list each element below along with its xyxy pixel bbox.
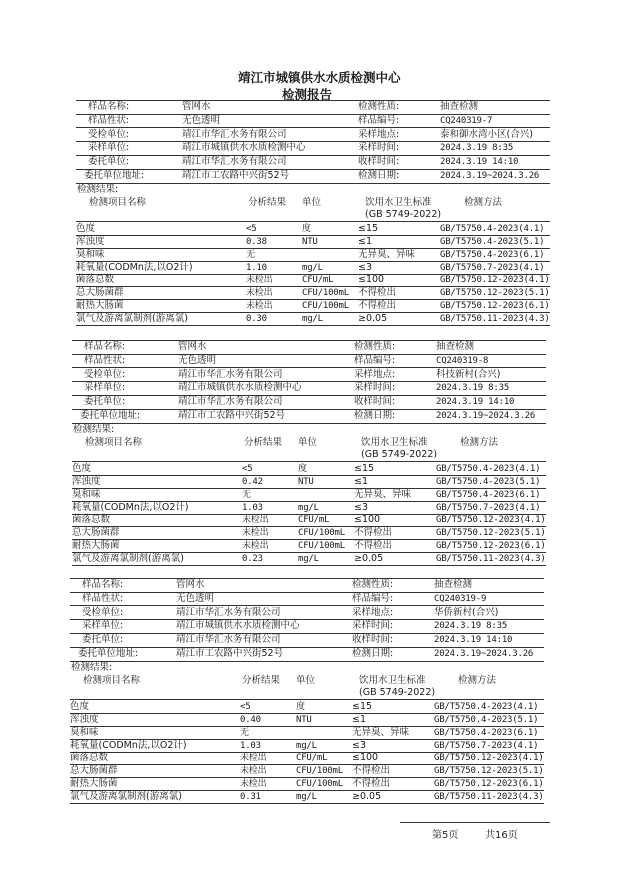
item-name: 浑浊度 [76, 235, 105, 247]
unit-value: NTU [302, 236, 318, 247]
result-value: 未检出 [246, 288, 273, 299]
item-name: 菌落总数 [72, 514, 111, 526]
sample-state-label: 样品性状: [84, 354, 126, 366]
method-value: GB/T5750.4-2023(6.1) [436, 489, 541, 500]
client-address-value: 靖江市工农路中兴街52号 [182, 170, 290, 181]
test-date-value: 2024.3.19~2024.3.26 [434, 649, 534, 659]
item-name: 耗氧量(CODMn法,以O2计) [72, 501, 189, 513]
test-nature-label: 检测性质: [352, 579, 394, 590]
item-name: 菌落总数 [76, 274, 115, 286]
footer-rule [400, 822, 550, 823]
sampling-time-label: 采样时间: [354, 382, 396, 394]
result-value: 未检出 [242, 515, 269, 526]
standard-value: ≤15 [352, 700, 373, 712]
method-value: GB/T5750.11-2023(4.3) [434, 792, 544, 803]
col-standard-header: 饮用水卫生标准 [365, 196, 432, 208]
unit-value: mg/L [298, 502, 319, 513]
test-nature-value: 抽查检测 [436, 341, 475, 352]
item-name: 耗氧量(CODMn法,以O2计) [76, 261, 193, 273]
meta-row-rule [72, 423, 546, 424]
result-value: 未检出 [246, 275, 273, 286]
col-unit-header: 单位 [296, 674, 316, 686]
client-value: 靖江市华汇水务有限公司 [176, 634, 281, 646]
item-name: 浑浊度 [70, 713, 99, 725]
unit-value: 度 [298, 463, 307, 474]
client-address-label: 委托单位地址: [78, 648, 139, 659]
result-value: 1.03 [240, 740, 261, 751]
sample-name-label: 样品名称: [84, 341, 126, 352]
item-name: 总大肠菌群 [76, 287, 124, 299]
sample-state-label: 样品性状: [88, 114, 130, 126]
sample-name-value: 管网水 [176, 579, 205, 590]
col-result-header: 分析结果 [248, 196, 287, 208]
item-name: 色度 [70, 700, 90, 712]
row-rule [70, 803, 544, 804]
result-value: 0.40 [240, 714, 261, 725]
sampling-unit-value: 靖江市城镇供水水质检测中心 [182, 142, 306, 154]
col-standard-header: 饮用水卫生标准 [361, 436, 428, 448]
result-value: <5 [242, 463, 253, 474]
col-unit-header: 单位 [302, 196, 322, 208]
col-standard-sub-header: (GB 5749-2022) [361, 448, 438, 460]
item-name: 臭和味 [70, 726, 99, 738]
method-value: GB/T5750.12-2023(5.1) [434, 766, 544, 777]
test-nature-value: 抽查检测 [434, 579, 473, 590]
result-value: 无 [246, 249, 255, 260]
col-item-header: 检测项目名称 [85, 436, 143, 448]
sampling-time-label: 采样时间: [352, 620, 394, 632]
entrusted-unit-value: 靖江市华汇水务有限公司 [182, 128, 287, 140]
method-value: GB/T5750.12-2023(5.1) [440, 288, 550, 299]
method-value: GB/T5750.4-2023(4.1) [440, 223, 545, 234]
receive-time-label: 收样时间: [358, 156, 400, 168]
client-value: 靖江市华汇水务有限公司 [178, 396, 283, 408]
col-result-header: 分析结果 [242, 674, 281, 686]
standard-value: ≤1 [354, 475, 369, 487]
sample-no-label: 样品编号: [358, 114, 400, 126]
receive-time-value: 2024.3.19 14:10 [434, 635, 513, 646]
client-address-label: 委托单位地址: [84, 170, 145, 181]
standard-value: 不得检出 [352, 778, 391, 790]
test-date-label: 检测日期: [354, 410, 396, 421]
sample-no-label: 样品编号: [354, 354, 396, 366]
test-nature-value: 抽查检测 [440, 101, 479, 112]
unit-value: CFU/100mL [296, 779, 343, 790]
item-name: 色度 [72, 462, 92, 474]
sample-name-label: 样品名称: [88, 101, 130, 112]
col-result-header: 分析结果 [244, 436, 283, 448]
method-value: GB/T5750.12-2023(6.1) [440, 301, 550, 312]
method-value: GB/T5750.11-2023(4.3) [440, 314, 550, 325]
unit-value: CFU/mL [298, 515, 330, 526]
method-value: GB/T5750.4-2023(5.1) [436, 476, 541, 487]
table-header-rule [72, 461, 546, 462]
col-unit-header: 单位 [298, 436, 318, 448]
result-value: <5 [246, 223, 257, 234]
page-total: 共16页 [485, 830, 518, 841]
method-value: GB/T5750.12-2023(4.1) [434, 753, 544, 764]
test-date-label: 检测日期: [358, 170, 400, 181]
result-value: 未检出 [242, 528, 269, 539]
receive-time-label: 收样时间: [354, 396, 396, 408]
method-value: GB/T5750.7-2023(4.1) [440, 262, 545, 273]
sampling-time-value: 2024.3.19 8:35 [440, 143, 514, 154]
standard-value: ≤100 [354, 514, 381, 526]
method-value: GB/T5750.7-2023(4.1) [436, 502, 541, 513]
standard-value: 无异臭、异味 [354, 488, 412, 500]
org-title: 靖江市城镇供水水质检测中心 [238, 70, 401, 85]
test-nature-label: 检测性质: [354, 341, 396, 352]
standard-value: ≤15 [358, 222, 379, 234]
method-value: GB/T5750.12-2023(6.1) [436, 541, 546, 552]
unit-value: CFU/100mL [302, 301, 349, 312]
sample-name-value: 管网水 [178, 341, 207, 352]
sampling-site-value: 泰和御水湾小区(合兴) [440, 128, 533, 140]
results-heading: 检测结果: [71, 661, 113, 673]
col-method-header: 检测方法 [460, 436, 499, 448]
entrusted-unit-value: 靖江市华汇水务有限公司 [176, 606, 281, 618]
unit-value: NTU [296, 714, 312, 725]
col-item-header: 检测项目名称 [89, 196, 147, 208]
unit-value: mg/L [298, 554, 319, 565]
unit-value: mg/L [302, 262, 323, 273]
item-name: 总大肠菌群 [72, 527, 120, 539]
result-value: 1.10 [246, 262, 267, 273]
result-value: 0.23 [242, 554, 263, 565]
item-name: 耐热大肠菌 [76, 300, 124, 312]
method-value: GB/T5750.4-2023(4.1) [434, 701, 539, 712]
sampling-time-label: 采样时间: [358, 142, 400, 154]
result-value: 未检出 [242, 541, 269, 552]
sampling-time-value: 2024.3.19 8:35 [434, 621, 508, 632]
sampling-site-label: 采样地点: [354, 368, 396, 380]
section-top-rule [76, 100, 550, 101]
sample-state-value: 无色透明 [182, 114, 221, 126]
client-label: 委托单位: [84, 396, 126, 408]
sampling-site-value: 华侨新村(合兴) [434, 606, 499, 618]
method-value: GB/T5750.4-2023(4.1) [436, 463, 541, 474]
entrusted-unit-label: 受检单位: [84, 368, 126, 380]
item-name: 耗氧量(CODMn法,以O2计) [70, 739, 187, 751]
sampling-time-value: 2024.3.19 8:35 [436, 383, 510, 394]
row-rule [76, 325, 550, 326]
row-rule [72, 565, 546, 566]
entrusted-unit-value: 靖江市华汇水务有限公司 [178, 368, 283, 380]
sample-no-value: CQ240319-7 [440, 115, 493, 126]
standard-value: ≥0.05 [354, 553, 384, 565]
method-value: GB/T5750.7-2023(4.1) [434, 740, 539, 751]
unit-value: mg/L [302, 314, 323, 325]
unit-value: CFU/mL [296, 753, 328, 764]
standard-value: ≤100 [358, 274, 385, 286]
unit-value: mg/L [296, 792, 317, 803]
col-method-header: 检测方法 [458, 674, 497, 686]
standard-value: ≤1 [358, 235, 373, 247]
test-date-value: 2024.3.19~2024.3.26 [440, 171, 540, 181]
sampling-site-label: 采样地点: [358, 128, 400, 140]
standard-value: 不得检出 [354, 527, 393, 539]
col-standard-sub-header: (GB 5749-2022) [359, 686, 436, 698]
item-name: 总大肠菌群 [70, 765, 118, 777]
report-section [0, 100, 620, 340]
unit-value: CFU/100mL [298, 528, 345, 539]
entrusted-unit-label: 受检单位: [82, 606, 124, 618]
method-value: GB/T5750.12-2023(4.1) [436, 515, 546, 526]
sample-state-value: 无色透明 [176, 592, 215, 604]
item-name: 氯气及游离氯制剂(游离氯) [70, 791, 182, 803]
sample-no-label: 样品编号: [352, 592, 394, 604]
client-value: 靖江市华汇水务有限公司 [182, 156, 287, 168]
client-address-value: 靖江市工农路中兴街52号 [178, 410, 286, 421]
report-section [0, 578, 620, 818]
standard-value: 不得检出 [358, 287, 397, 299]
standard-value: ≥0.05 [358, 313, 388, 325]
standard-value: ≥0.05 [352, 791, 382, 803]
result-value: 1.03 [242, 502, 263, 513]
result-value: 未检出 [240, 766, 267, 777]
standard-value: 不得检出 [358, 300, 397, 312]
sample-name-value: 管网水 [182, 101, 211, 112]
method-value: GB/T5750.4-2023(6.1) [440, 249, 545, 260]
standard-value: 不得检出 [354, 540, 393, 552]
result-value: 0.30 [246, 314, 267, 325]
item-name: 耐热大肠菌 [72, 540, 120, 552]
standard-value: ≤3 [352, 739, 367, 751]
report-section [0, 340, 620, 580]
sample-no-value: CQ240319-8 [436, 355, 489, 366]
sampling-unit-value: 靖江市城镇供水水质检测中心 [178, 382, 302, 394]
result-value: 未检出 [246, 301, 273, 312]
standard-value: ≤3 [354, 501, 369, 513]
item-name: 氯气及游离氯制剂(游离氯) [72, 553, 184, 565]
unit-value: 度 [296, 701, 305, 712]
method-value: GB/T5750.12-2023(5.1) [436, 528, 546, 539]
unit-value: CFU/100mL [296, 766, 343, 777]
standard-value: ≤3 [358, 261, 373, 273]
standard-value: 无异臭、异味 [358, 248, 416, 260]
unit-value: NTU [298, 476, 314, 487]
result-value: 0.42 [242, 476, 263, 487]
sampling-site-value: 科技新村(合兴) [436, 368, 501, 380]
item-name: 氯气及游离氯制剂(游离氯) [76, 313, 188, 325]
sampling-site-label: 采样地点: [352, 606, 394, 618]
method-value: GB/T5750.12-2023(4.1) [440, 275, 550, 286]
result-value: 0.31 [240, 792, 261, 803]
col-method-header: 检测方法 [464, 196, 503, 208]
client-address-value: 靖江市工农路中兴街52号 [176, 648, 284, 659]
meta-row-rule [70, 661, 544, 662]
sampling-unit-value: 靖江市城镇供水水质检测中心 [176, 620, 300, 632]
results-heading: 检测结果: [73, 423, 115, 435]
sample-state-label: 样品性状: [82, 592, 124, 604]
section-top-rule [72, 340, 546, 341]
sample-no-value: CQ240319-9 [434, 593, 487, 604]
test-date-value: 2024.3.19~2024.3.26 [436, 411, 536, 421]
result-value: 未检出 [240, 753, 267, 764]
result-value: 0.38 [246, 236, 267, 247]
sample-name-label: 样品名称: [82, 579, 124, 590]
client-label: 委托单位: [88, 156, 130, 168]
unit-value: CFU/100mL [302, 288, 349, 299]
item-name: 臭和味 [72, 488, 101, 500]
unit-value: CFU/100mL [298, 541, 345, 552]
receive-time-value: 2024.3.19 14:10 [436, 397, 515, 408]
receive-time-label: 收样时间: [352, 634, 394, 646]
item-name: 臭和味 [76, 248, 105, 260]
report-title: 检测报告 [282, 87, 333, 102]
sample-state-value: 无色透明 [178, 354, 217, 366]
method-value: GB/T5750.4-2023(6.1) [434, 727, 539, 738]
col-item-header: 检测项目名称 [83, 674, 141, 686]
table-header-rule [76, 221, 550, 222]
test-nature-label: 检测性质: [358, 101, 400, 112]
unit-value: mg/L [296, 740, 317, 751]
client-label: 委托单位: [82, 634, 124, 646]
standard-value: ≤15 [354, 462, 375, 474]
method-value: GB/T5750.12-2023(6.1) [434, 779, 544, 790]
standard-value: ≤100 [352, 752, 379, 764]
result-value: 无 [242, 489, 251, 500]
result-value: 未检出 [240, 779, 267, 790]
page-number: 第5页 [432, 830, 459, 841]
sampling-unit-label: 采样单位: [84, 382, 126, 394]
col-standard-header: 饮用水卫生标准 [359, 674, 426, 686]
col-standard-sub-header: (GB 5749-2022) [365, 208, 442, 220]
table-header-rule [70, 699, 544, 700]
test-date-label: 检测日期: [352, 648, 394, 659]
item-name: 色度 [76, 222, 96, 234]
unit-value: 度 [302, 223, 311, 234]
client-address-label: 委托单位地址: [80, 410, 141, 421]
result-value: 无 [240, 727, 249, 738]
item-name: 浑浊度 [72, 475, 101, 487]
standard-value: 不得检出 [352, 765, 391, 777]
entrusted-unit-label: 受检单位: [88, 128, 130, 140]
sampling-unit-label: 采样单位: [82, 620, 124, 632]
method-value: GB/T5750.11-2023(4.3) [436, 554, 546, 565]
sampling-unit-label: 采样单位: [88, 142, 130, 154]
item-name: 菌落总数 [70, 752, 109, 764]
section-top-rule [70, 578, 544, 579]
meta-row-rule [76, 183, 550, 184]
receive-time-value: 2024.3.19 14:10 [440, 157, 519, 168]
method-value: GB/T5750.4-2023(5.1) [434, 714, 539, 725]
result-value: <5 [240, 701, 251, 712]
unit-value: CFU/mL [302, 275, 334, 286]
method-value: GB/T5750.4-2023(5.1) [440, 236, 545, 247]
standard-value: 无异臭、异味 [352, 726, 410, 738]
results-heading: 检测结果: [77, 183, 119, 195]
standard-value: ≤1 [352, 713, 367, 725]
item-name: 耐热大肠菌 [70, 778, 118, 790]
